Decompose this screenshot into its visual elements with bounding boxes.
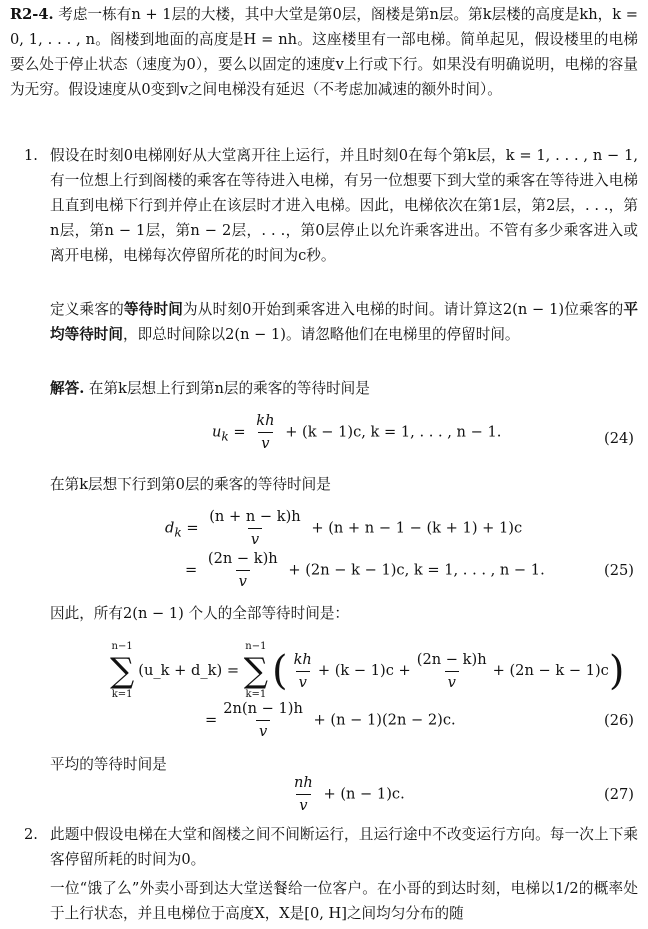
definition-text-3: ，即总时间除以2(n − 1)。请忽略他们在电梯里的停留时间。 [122,326,520,343]
sum-symbol-1: n−1 ∑ k=1 [110,641,135,700]
problem-intro [10,2,638,102]
waiting-time-term: 等待时间 [123,301,184,318]
eq26-t1-den: v [298,673,307,691]
sum-2-upper: n−1 [245,641,267,652]
eq26-t3-den: v [447,673,456,691]
eq27-num: nh [294,774,313,791]
eq24-num: kh [256,412,275,429]
average-text: 平均的等待时间是 [50,756,167,773]
equation-26-tag: (26) [604,712,634,729]
sum-1-lower: k=1 [111,689,133,700]
problem-label: R2-4. [10,6,54,23]
definition-paragraph [50,297,638,347]
definition-text-1: 定义乘客的 [50,301,124,318]
equation-25-line-2: = $\frac{(2n - k)h}{v}$ + (2n − k − 1)c, k = 1, . . . , n − 1. [185,548,545,593]
eq26-frac-2 [414,649,490,694]
eq25a-rest: + (n + n − 1 − (k + 1) + 1)c [311,519,523,537]
eq26-t1-num: kh [293,650,312,668]
item-1-number: 1. [24,147,38,164]
sum-1-upper: n−1 [111,641,133,652]
eq24-rest: + (k − 1)c, k = 1, . . . , n − 1. [285,423,502,441]
eq26-t2: + (k − 1)c + [317,662,411,679]
eq27-rest: + (n − 1)c. [323,785,405,803]
total-waiting-text: 因此，所有2(n − 1) 个人的全部等待时间是： [50,605,350,622]
problem-intro-text: 考虑一栋有n + 1层的大楼，其中大堂是第0层，阁楼是第n层。第k层楼的高度是kh，k = 0, 1, . . . , n。阁楼到地面的高度是H = nh。这座楼里有一部电梯。简单起见，假设楼里的电梯要么处于停止状态（速度为0），要么以固定的速度v上行或下行。如果没有明确说明，电梯的容量为无穷。假设速度从0变到v之间电梯没有延迟（不考虑加减速的额外时间）。 [10,6,638,98]
average-waiting-time-term: 平均等待时间 [50,301,638,343]
definition-text-2: 为从时刻0开始到乘客进入电梯的时间。请计算这2(n − 1)位乘客的 [183,301,624,318]
eq25a-fraction [206,506,303,551]
item-1-text: 假设在时刻0电梯刚好从大堂离开往上运行，并且时刻0在每个第k层，k = 1, . . . , n − 1, 有一位想上行到阁楼的乘客在等待进入电梯，有另一位想要下到大堂的乘客在等待进入电梯且直到电梯下行到并停止在该层时才进入电梯。因此，电梯依次在第1层，第2层，. . .，第n层，第n − 1层，第n − 2层，. . .，第0层停止以允许乘客进出。不管有多少乘客进入或离开电梯，电梯每次停留所花的时间为c秒。 [50,147,638,264]
eq26-frac-1 [291,649,315,694]
item-2-number: 2. [24,826,38,843]
eq24-u: u [212,423,222,441]
sum-2-lower: k=1 [245,689,267,700]
eq26b-fraction [220,698,306,743]
eq25a-den: v [250,531,260,548]
equation-25-tag: (25) [604,562,634,579]
equation-26-line-1: n−1 ∑ k=1 (u_k + d_k) = n−1 ∑ k=1 ( $\frac{kh}{v}$ + (k − 1)c + $\frac{(2n - k)h}{v}$ + (2n − k − 1)c) [110,641,625,700]
item-2-text-2: 一位“饿了么”外卖小哥到达大堂送餐给一位客户。在小哥的到达时刻，电梯以1/2的概率处于上行状态，并且电梯位于高度X，X是[0, H]之间均匀分布的随 [50,880,638,922]
equation-24-tag: (24) [604,430,634,447]
eq24-fraction [253,410,277,455]
eq24-den: v [261,435,270,452]
sum-symbol-2: n−1 ∑ k=1 [243,641,268,700]
eq25b-den: v [238,573,247,590]
equation-25-line-1: $d_k$ = $\frac{(n + n - k)h}{v}$ + (n + n − 1 − (k + 1) + 1)c [165,506,522,551]
solution-intro: 在第k层想上行到第n层的乘客的等待时间是 [84,380,370,397]
equation-27 [288,772,405,817]
eq27-den: v [299,797,308,814]
eq26-t4: + (2n − k − 1)c [492,662,609,679]
item-2-text: 此题中假设电梯在大堂和阁楼之间不间断运行，且运行途中不改变运行方向。每一次上下乘客停留所耗的时间为0。 [50,826,638,868]
eq27-fraction [291,772,316,817]
equation-27-tag: (27) [604,786,634,803]
eq26-lhs: (u_k + d_k) = [138,662,240,679]
equation-26-line-2: = $\frac{2n(n - 1)h}{v}$ + (n − 1)(2n − 2)c. [205,698,456,743]
eq26-t3-num: (2n − k)h [416,650,487,668]
eq25b-num: (2n − k)h [207,550,278,567]
solution-label: 解答. [50,380,85,397]
eq25b-fraction [205,548,281,593]
eq25b-rest: + (2n − k − 1)c, k = 1, . . . , n − 1. [288,561,545,579]
solution-line [50,376,638,401]
eq26b-num: 2n(n − 1)h [223,700,303,717]
eq25a-num: (n + n − k)h [209,508,301,525]
down-passenger-text: 在第k层想下行到第0层的乘客的等待时间是 [50,476,331,493]
eq24-sub: k [221,429,229,444]
equation-24: $u_k$ = $\frac{kh}{v}$ + (k − 1)c, k = 1, . . . , n − 1. [212,410,501,455]
eq26b-den: v [258,723,268,740]
eq26b-rest: + (n − 1)(2n − 2)c. [313,711,456,729]
